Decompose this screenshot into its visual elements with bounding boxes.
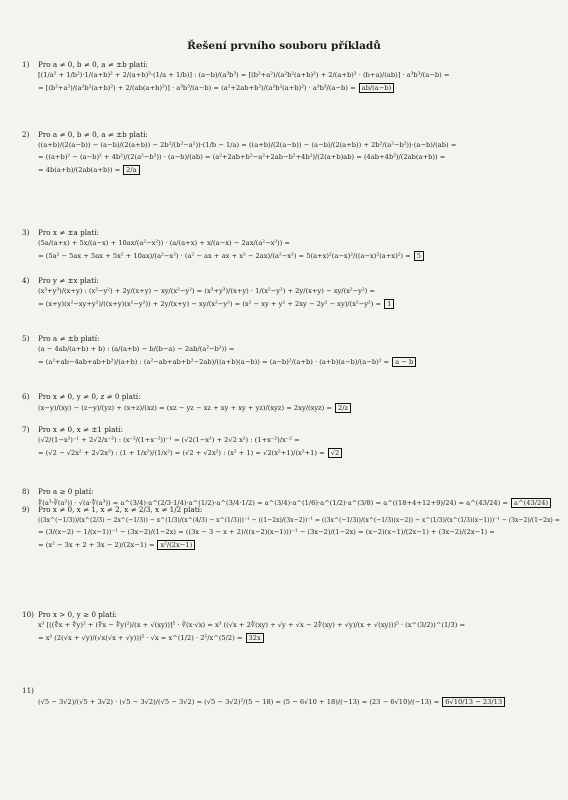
equation-text: = ((a+b)² − (a−b)² + 4b²)/(2(a²−b²)) · (a−b)/(ab) = (a²+2ab+b²−a²+2ab−b²+4b²)/(2(a+b)ab) = (4ab+4b²)/(2ab(a+b)) = xyxy=(38,153,446,161)
solution-line xyxy=(38,251,424,261)
boxed-answer: 6√10/13 − 23/13 xyxy=(442,697,505,707)
solution-line xyxy=(38,299,394,309)
solution-line xyxy=(38,540,195,550)
problem-2 xyxy=(22,130,148,139)
solution-line xyxy=(38,697,505,707)
problem-number: 9) xyxy=(22,505,30,514)
boxed-answer: 5 xyxy=(414,251,424,261)
boxed-answer: 2/a xyxy=(123,165,140,175)
equation-text: = (5a² − 5ax + 5ax + 5x² + 10ax)/(a²−x²) · (a² − ax + ax + x² − 2ax)/(a²−x²) = 5(a+x)²(a−x)²/((a−x)²(a+x)²) = xyxy=(38,252,411,260)
solution-line xyxy=(38,448,342,458)
solution-line xyxy=(38,83,394,93)
solution-line xyxy=(38,287,375,295)
equation-text: (a − 4ab/(a+b) + b) : (a/(a+b) − b/(b−a) − 2ab/(a²−b²)) = xyxy=(38,345,235,353)
problem-condition: Pro a ≠ ±b platí: xyxy=(38,334,100,343)
solution-line xyxy=(38,165,140,175)
problem-4 xyxy=(22,276,99,285)
solution-line xyxy=(38,153,445,161)
problem-condition: Pro x > 0, y ≥ 0 platí: xyxy=(38,610,117,619)
equation-text: = [(b²+a²)/(a²b²(a+b)²) + 2/(ab(a+b)²)] · a³b³/(a−b) = (a²+2ab+b²)/(a²b²(a+b)²) · a³b³/(a−b) = xyxy=(38,84,356,92)
problem-5 xyxy=(22,334,99,343)
problem-condition: Pro a ≠ 0, b ≠ 0, a ≠ ±b platí: xyxy=(38,130,148,139)
problem-condition: Pro a ≠ 0, b ≠ 0, a ≠ ±b platí: xyxy=(38,60,148,69)
equation-text: = (x+y)(x²−xy+y²)/((x+y)(x²−y²)) + 2y/(x+y) − xy/(x²−y²) = (x² − xy + y² + 2xy − 2y² − xy)/(x²−y²) = xyxy=(38,300,382,308)
problem-condition: Pro y ≠ ±x platí: xyxy=(38,276,99,285)
solution-line xyxy=(38,436,300,444)
problem-number: 1) xyxy=(22,60,30,69)
solution-line xyxy=(38,71,449,79)
problem-condition: Pro x ≠ 0, x ≠ 1, x ≠ 2, x ≠ 2/3, x ≠ 1/2 platí: xyxy=(38,505,203,514)
equation-text: = (√2 − √2x² + 2√2x²) : (1 + 1/x²)/(1/x²) = (√2 + √2x²) : (x² + 1) = √2(x²+1)/(x²+1) = xyxy=(38,449,325,457)
equation-text: = (a²+ab−4ab+ab+b²)/(a+b) : (a²−ab+ab+b²−2ab)/((a+b)(a−b)) = (a−b)²/(a+b) · (a+b)(a−b)/(a−b)² = xyxy=(38,358,390,366)
problem-condition: Pro x ≠ 0, x ≠ ±1 platí: xyxy=(38,425,123,434)
equation-text: = (x² − 3x + 2 + 3x − 2)/(2x−1) = xyxy=(38,541,155,549)
equation-text: ((3x^(−1/3))/(x^(2/3) − 2x^(−1/3)) − x^(1/3)/(x^(4/3) − x^(1/3)))⁻¹ − ((1−2x)/(3x−2))⁻¹ = ((3x^(−1/3))/(x^(−1/3)(x−2)) − x^(1/3)/(x^(1/3)(x−1)))⁻¹ − (3x−2)/(1−2x) = xyxy=(38,516,560,524)
boxed-answer: a − b xyxy=(392,357,416,367)
solution-line xyxy=(38,141,456,149)
equation-text: = x³ (2(√x + √y)/(√x(√x + √y)))⁵ · √x = x^(1/2) · 2⁵/x^(5/2) = xyxy=(38,634,243,642)
equation-text: = 4b(a+b)/(2ab(a+b)) = xyxy=(38,166,121,174)
equation-text: = (3/(x−2) − 1/(x−1))⁻¹ − (3x−2)/(1−2x) = ((3x − 3 − x + 2)/((x−2)(x−1)))⁻¹ − (3x−2)/(1−2x) = (x−2)(x−1)/(2x−1) + (3x−2)/(2x−1) = xyxy=(38,528,495,536)
problem-3 xyxy=(22,228,99,237)
problem-condition: Pro x ≠ 0, y ≠ 0, z ≠ 0 platí: xyxy=(38,392,141,401)
problem-number: 7) xyxy=(22,425,30,434)
equation-text: (x³+y³)/(x+y) : (x²−y²) + 2y/(x+y) − xy/(x²−y²) = (x³+y³)/(x+y) · 1/(x²−y²) + 2y/(x+y) − xy/(x²−y²) = xyxy=(38,287,375,295)
problem-1 xyxy=(22,60,148,69)
boxed-answer: 2/z xyxy=(335,403,351,413)
solution-line xyxy=(38,239,290,247)
solution-line xyxy=(38,516,560,524)
equation-text: (√5 − 3√2)/(√5 + 3√2) · (√5 − 3√2)/(√5 − 3√2) = (√5 − 3√2)²/(5 − 18) = (5 − 6√10 + 18)/(−13) = (23 − 6√10)/(−13) = xyxy=(38,698,440,706)
equation-text: (x−y)/(xy) − (z−y)/(yz) + (x+z)/(xz) = (xz − yz − xz + xy + xy + yz)/(xyz) = 2xy/(xyz) = xyxy=(38,404,332,412)
problem-8 xyxy=(22,487,93,496)
problem-number: 3) xyxy=(22,228,30,237)
problem-number: 8) xyxy=(22,487,30,496)
boxed-answer: a^(43/24) xyxy=(511,498,551,508)
equation-text: x³ [((∜x + ∜y)² + (∜x − ∜y)²)/(x + √(xy))]⁵ · ∛(x·√x) = x³ ((√x + 2∜(xy) + √y + √x − 2∜(xy) + √y)/(x + √(xy)))⁵ · (x^(3/2))^(1/3) = xyxy=(38,621,466,629)
problem-number: 5) xyxy=(22,334,30,343)
solution-line xyxy=(38,528,495,536)
problem-number: 6) xyxy=(22,392,30,401)
problem-number: 11) xyxy=(22,686,34,695)
equation-text: (√2/(1−x²)⁻¹ + 2√2/x⁻²) : (x⁻²/(1+x⁻²))⁻¹ = (√2(1−x²) + 2√2 x²) : (1+x⁻²)/x⁻² = xyxy=(38,436,300,444)
page-title: Řešení prvního souboru příkladů xyxy=(187,40,381,52)
solution-line xyxy=(38,403,351,413)
solution-line xyxy=(38,345,234,353)
boxed-answer: 1 xyxy=(384,299,394,309)
problem-11 xyxy=(22,686,38,695)
problem-number: 2) xyxy=(22,130,30,139)
problem-10 xyxy=(22,610,117,619)
problem-6 xyxy=(22,392,141,401)
problem-9 xyxy=(22,505,202,514)
equation-text: ∜(a³·∛(a²)) · √(a·∜(a³)) = a^(3/4)·a^(2/3·1/4)·a^(1/2)·a^(3/4·1/2) = a^(3/4)·a^(1/6)·a^(1/2)·a^(3/8) = a^((18+4+12+9)/24) = a^(43/24) = xyxy=(38,499,508,507)
boxed-answer: ab/(a−b) xyxy=(359,83,395,93)
problem-number: 4) xyxy=(22,276,30,285)
problem-number: 10) xyxy=(22,610,34,619)
problem-condition: Pro a ≥ 0 platí: xyxy=(38,487,94,496)
equation-text: ((a+b)/(2(a−b)) − (a−b)/(2(a+b)) − 2b²/(b²−a²))·(1/b − 1/a) = ((a+b)/(2(a−b)) − (a−b)/(2(a+b)) + 2b²/(a²−b²))·(a−b)/(ab) = xyxy=(38,141,457,149)
problem-condition: Pro x ≠ ±a platí: xyxy=(38,228,99,237)
problem-7 xyxy=(22,425,123,434)
boxed-answer: x²/(2x−1) xyxy=(157,540,195,550)
boxed-answer: 32x xyxy=(246,633,264,643)
solution-line xyxy=(38,633,264,643)
equation-text: (5a/(a+x) + 5x/(a−x) + 10ax/(a²−x²)) · (a/(a+x) + x/(a−x) − 2ax/(a²−x²)) = xyxy=(38,239,290,247)
equation-text: [(1/a² + 1/b²)·1/(a+b)² + 2/(a+b)³·(1/a + 1/b)] : (a−b)/(a³b³) = [(b²+a²)/(a²b²(a+b)²) + 2/(a+b)³ · (b+a)/(ab)] · a³b³/(a−b) = xyxy=(38,71,450,79)
solution-line xyxy=(38,357,416,367)
solution-line xyxy=(38,621,465,629)
boxed-answer: √2 xyxy=(328,448,343,458)
